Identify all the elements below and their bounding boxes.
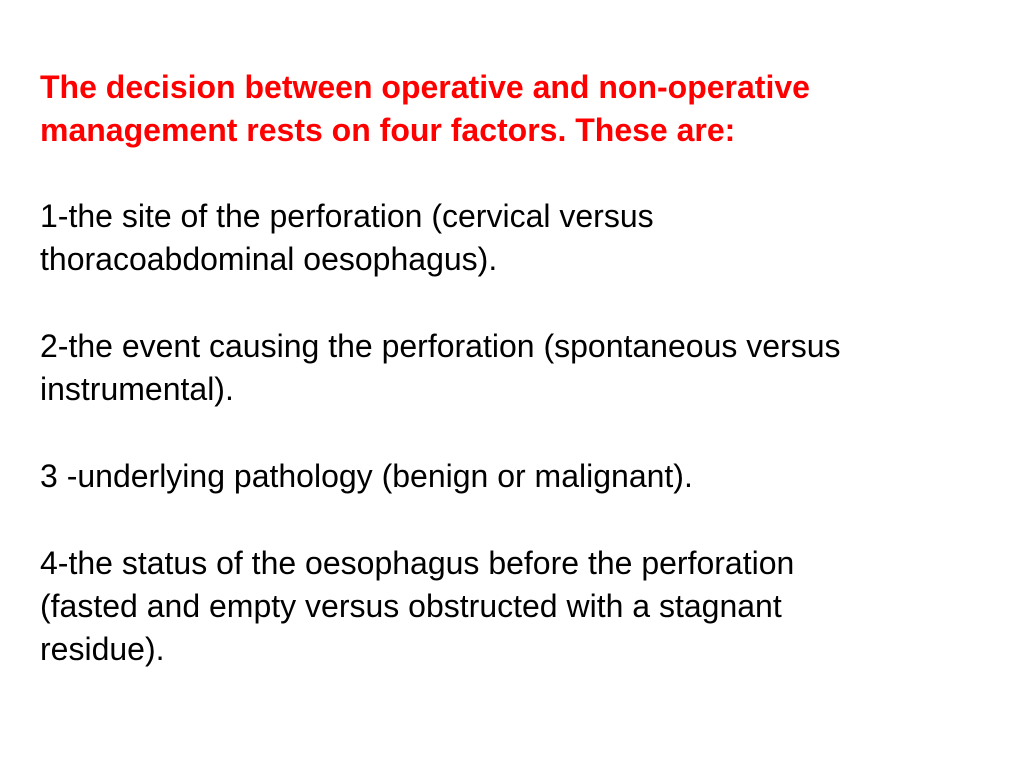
factor-item-2	[40, 325, 984, 411]
factor-item-4	[40, 542, 984, 671]
factor-1-line-2: thoracoabdominal oesophagus).	[40, 241, 498, 277]
heading-line-1: The decision between operative and non-operative	[40, 69, 810, 105]
factor-list	[40, 195, 984, 671]
factor-2-line-2: instrumental).	[40, 371, 234, 407]
factor-item-1	[40, 195, 984, 281]
slide-heading	[40, 66, 984, 152]
factor-4-line-3: residue).	[40, 631, 165, 667]
factor-4-line-1: 4-the status of the oesophagus before the perforation	[40, 545, 795, 581]
factor-3-line-1: 3 -underlying pathology (benign or malignant).	[40, 458, 693, 494]
factor-item-3	[40, 455, 984, 498]
factor-4-line-2: (fasted and empty versus obstructed with a stagnant	[40, 588, 782, 624]
factor-2-line-1: 2-the event causing the perforation (spontaneous versus	[40, 328, 841, 364]
factor-1-line-1: 1-the site of the perforation (cervical versus	[40, 198, 654, 234]
heading-line-2: management rests on four factors. These are:	[40, 112, 736, 148]
